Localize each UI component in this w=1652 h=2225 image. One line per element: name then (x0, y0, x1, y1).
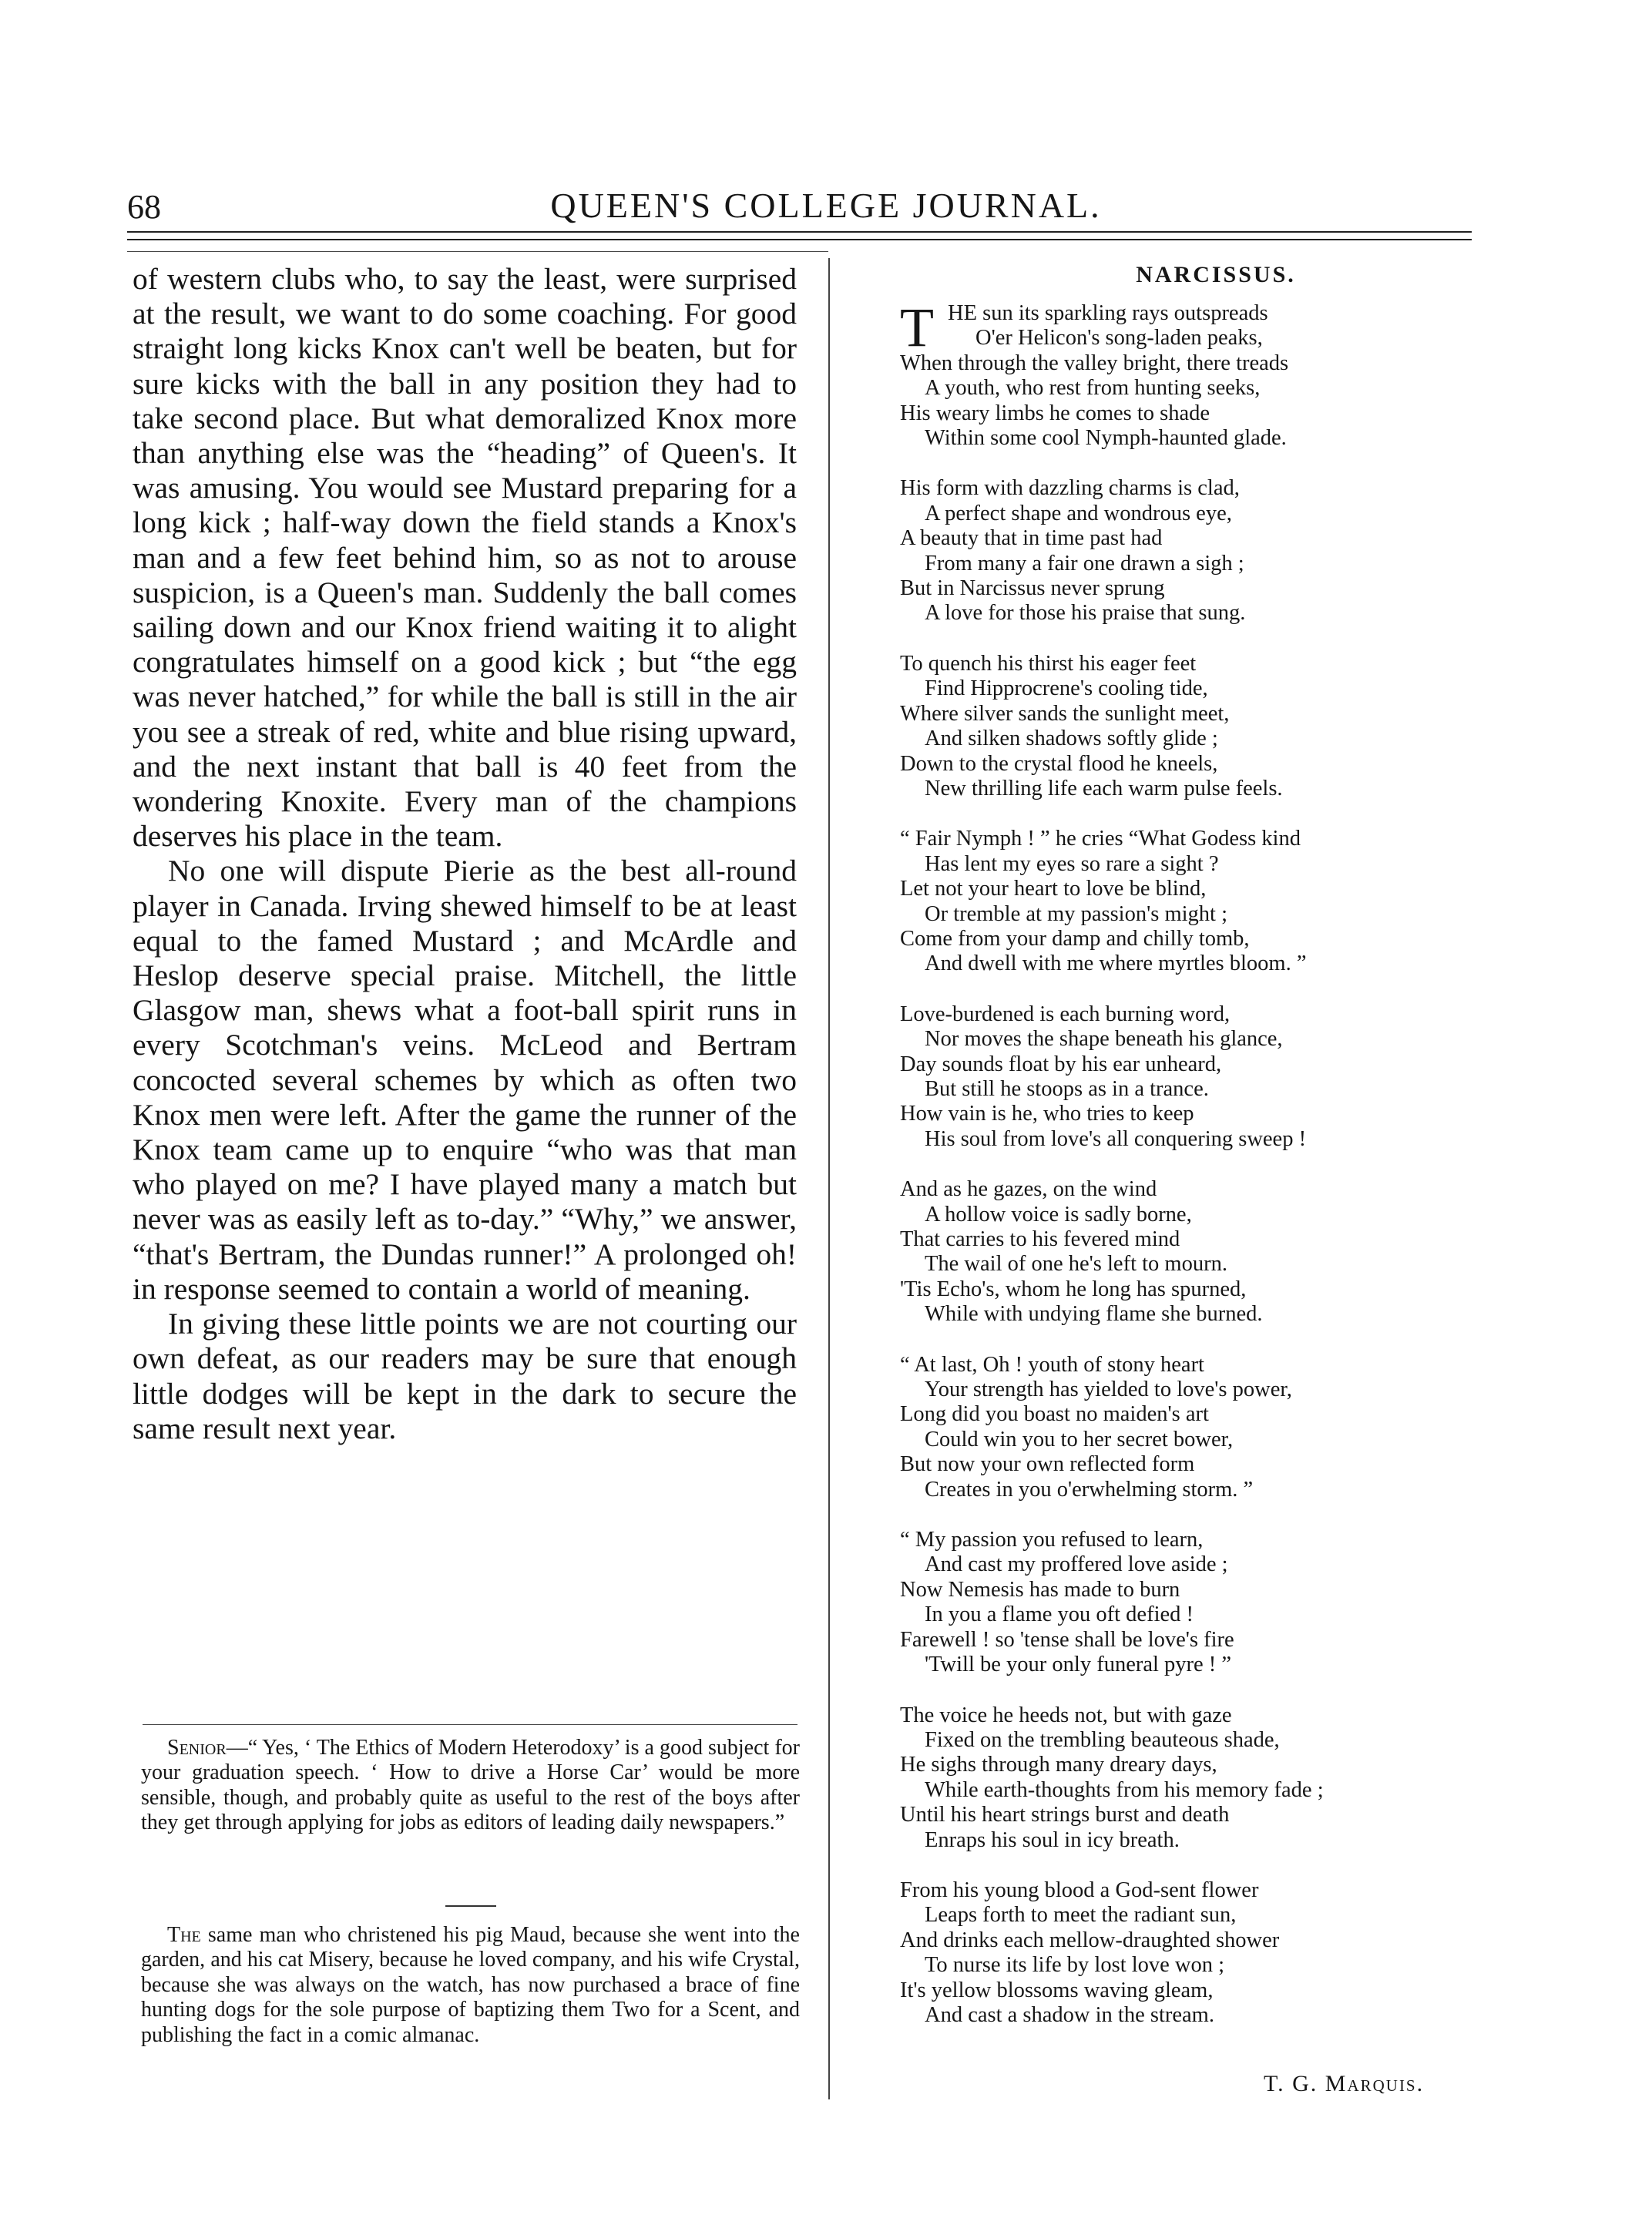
poem-line: A beauty that in time past had (900, 526, 1163, 551)
short-rule (445, 1905, 496, 1907)
poem-line: Love-burdened is each burning word, (900, 1002, 1231, 1026)
section-rule (143, 1724, 797, 1725)
poem-stanza (900, 652, 1486, 801)
poem-line: And cast a shadow in the stream. (925, 2002, 1214, 2027)
poem-line: New thrilling life each warm pulse feels. (925, 776, 1283, 800)
article-paragraph: In giving these little points we are not courting our own defeat, as our readers may be sure that enough little dodges will be kept in the dark to secure the same result next year. (133, 1307, 797, 1445)
poem-line: Let not your heart to love be blind, (900, 877, 1207, 901)
poem-line: A perfect shape and wondrous eye, (925, 501, 1232, 525)
poem-line: When through the valley bright, there treads (900, 351, 1289, 375)
poem-line: How vain is he, who tries to keep (900, 1102, 1194, 1126)
poem-line: “ My passion you refused to learn, (900, 1528, 1204, 1552)
poem-line: A love for those his praise that sung. (925, 601, 1246, 626)
poem-line: And cast my proffered love aside ; (925, 1552, 1228, 1577)
poem-line: 'Tis Echo's, whom he long has spurned, (900, 1277, 1247, 1301)
poem-line: Leaps forth to meet the radiant sun, (925, 1903, 1237, 1928)
poem-line: Down to the crystal flood he kneels, (900, 751, 1218, 776)
page-number: 68 (127, 188, 161, 226)
poem-line: Where silver sands the sunlight meet, (900, 701, 1230, 726)
poem-line: And drinks each mellow-draughted shower (900, 1928, 1280, 1952)
note-lead: Senior (167, 1736, 227, 1760)
poem-line: Your strength has yielded to love's power, (925, 1378, 1292, 1402)
left-column (133, 262, 797, 1446)
poem-line: The wail of one he's left to mourn. (925, 1252, 1227, 1277)
poem-stanza (900, 1002, 1486, 1152)
column-top-rule (127, 251, 828, 252)
author-initials: T. G. (1264, 2071, 1318, 2096)
poem-line: A youth, who rest from hunting seeks, (925, 376, 1261, 401)
poem-stanza (900, 1703, 1486, 1853)
poem-line: That carries to his fevered mind (900, 1227, 1180, 1251)
poem-stanza (900, 1177, 1486, 1327)
poem-line: And silken shadows softly glide ; (925, 727, 1218, 751)
header-rule-double (127, 239, 1472, 240)
note-text: same man who christened his pig Maud, because she went into the garden, and his cat Misery, because he loved company, and his wife Crystal, because she was always on the watch, has now purchased a brace of fine hunting dogs for the sole purpose of baptizing them Two for a Scent, and publishing the fact in a comic almanac. (141, 1923, 800, 2047)
poem-line: “ At last, Oh ! youth of stony heart (900, 1352, 1204, 1377)
poem-line: While earth-thoughts from his memory fade ; (925, 1777, 1324, 1802)
poem-line: Day sounds float by his ear unheard, (900, 1052, 1222, 1076)
poem-line: Long did you boast no maiden's art (900, 1402, 1209, 1427)
article-paragraph: No one will dispute Pierie as the best all-round player in Canada. Irving shewed himself to be at least equal to the famed Mustard ; and McArdle and Heslop deserve special praise. Mitchell, the little Glasgow man, shews what a foot-ball spirit runs in every Scotchman's veins. McLeod and Bertram concocted several schemes by which as often two Knox men were left. After the game the runner of the Knox team came up to enquire “who was that man who played on me? I have played many a match but never was as easily left as to-day.” “Why,” we answer, “that's Bertram, the Dundas runner!” A prolonged oh! in response seemed to contain a world of meaning. (133, 854, 797, 1306)
poem-line: Fixed on the trembling beauteous shade, (925, 1727, 1280, 1752)
poem-line: To nurse its life by lost love won ; (925, 1953, 1225, 1978)
poem-line: In you a flame you oft defied ! (925, 1602, 1194, 1627)
poem-line: Nor moves the shape beneath his glance, (925, 1027, 1283, 1052)
poem-line: And as he gazes, on the wind (900, 1177, 1157, 1202)
poem-stanza (900, 1353, 1486, 1502)
poem-line: Could win you to her secret bower, (925, 1427, 1234, 1451)
poem-stanza (900, 1878, 1486, 2028)
poem-line: From his young blood a God-sent flower (900, 1878, 1259, 1902)
poem-title: NARCISSUS. (1136, 262, 1296, 287)
poem-line: Until his heart strings burst and death (900, 1803, 1230, 1827)
poem-line: Now Nemesis has made to burn (900, 1577, 1180, 1602)
poem-stanza (900, 476, 1486, 626)
christened-note (141, 1923, 800, 2048)
running-title: QUEEN'S COLLEGE JOURNAL. (550, 186, 1102, 225)
poem-line: Enraps his soul in icy breath. (925, 1827, 1180, 1852)
poem-line: Find Hipprocrene's cooling tide, (925, 676, 1208, 701)
poem-line: To quench his thirst his eager feet (900, 651, 1197, 676)
poem-line: 'Twill be your only funeral pyre ! ” (925, 1653, 1232, 1677)
author-surname: Marquis. (1325, 2071, 1425, 2096)
poem-body (900, 297, 1486, 2028)
poem-line: But in Narcissus never sprung (900, 576, 1165, 601)
poem-line: O'er Helicon's song-laden peaks, (975, 326, 1263, 351)
poem-author (1264, 2071, 1424, 2097)
poem-line: A hollow voice is sadly borne, (925, 1202, 1192, 1227)
poem-line: From many a fair one drawn a sigh ; (925, 551, 1244, 576)
poem-line: His form with dazzling charms is clad, (900, 476, 1240, 501)
poem-line: While with undying flame she burned. (925, 1302, 1263, 1327)
poem-line: HE sun its sparkling rays outspreads (948, 301, 1268, 325)
poem-line: His weary limbs he comes to shade (900, 401, 1210, 425)
poem-stanza (900, 297, 1486, 451)
poem-line: The voice he heeds not, but with gaze (900, 1703, 1232, 1727)
poem-line: Has lent my eyes so rare a sight ? (925, 851, 1219, 876)
poem-line: Within some cool Nymph-haunted glade. (925, 426, 1287, 451)
note-text: —“ Yes, ‘ The Ethics of Modern Heterodoxy’ is a good subject for your graduation speech. ‘ How to drive a Horse Car’ would be more sensible, though, and probably quite as useful to the rest of the boys after they get through applying for jobs as editors of leading daily newspapers.” (141, 1736, 800, 1835)
poem-stanza (900, 1528, 1486, 1677)
poem-stanza (900, 827, 1486, 976)
note-lead: The (167, 1923, 201, 1947)
poem-line: His soul from love's all conquering sweep ! (925, 1126, 1307, 1151)
poem-line: Or tremble at my passion's might ; (925, 901, 1228, 926)
column-divider (828, 258, 830, 2099)
poem-line: “ Fair Nymph ! ” he cries “What Godess kind (900, 827, 1301, 851)
poem-line: And dwell with me where myrtles bloom. ” (925, 951, 1307, 976)
poem-line: He sighs through many dreary days, (900, 1753, 1217, 1777)
poem-line: It's yellow blossoms waving gleam, (900, 1978, 1214, 2002)
header-rule (127, 231, 1472, 233)
poem-line: Creates in you o'erwhelming storm. ” (925, 1477, 1254, 1502)
poem-line: Farewell ! so 'tense shall be love's fire (900, 1627, 1234, 1652)
poem-line: Come from your damp and chilly tomb, (900, 926, 1250, 951)
senior-note (141, 1736, 800, 1836)
drop-cap: T (900, 297, 934, 358)
right-column (900, 262, 1486, 2053)
article-paragraph: of western clubs who, to say the least, were surprised at the result, we want to do some coaching. For good straight long kicks Knox can't well be beaten, but for sure kicks with the ball in any position they had to take second place. But what demoralized Knox more than anything else was the “heading” of Queen's. It was amusing. You would see Mustard preparing for a long kick ; half-way down the field stands a Knox's man and a few feet behind him, so as not to arouse suspicion, is a Queen's man. Suddenly the ball comes sailing down and our Knox friend waiting it to alight congratulates himself on a good kick ; but “the egg was never hatched,” for while the ball is still in the air you see a streak of red, white and blue rising upward, and the next instant that ball is 40 feet from the wondering Knoxite. Every man of the champions deserves his place in the team. (133, 262, 797, 854)
poem-line: But now your own reflected form (900, 1452, 1195, 1477)
poem-line: But still he stoops as in a trance. (925, 1076, 1209, 1101)
